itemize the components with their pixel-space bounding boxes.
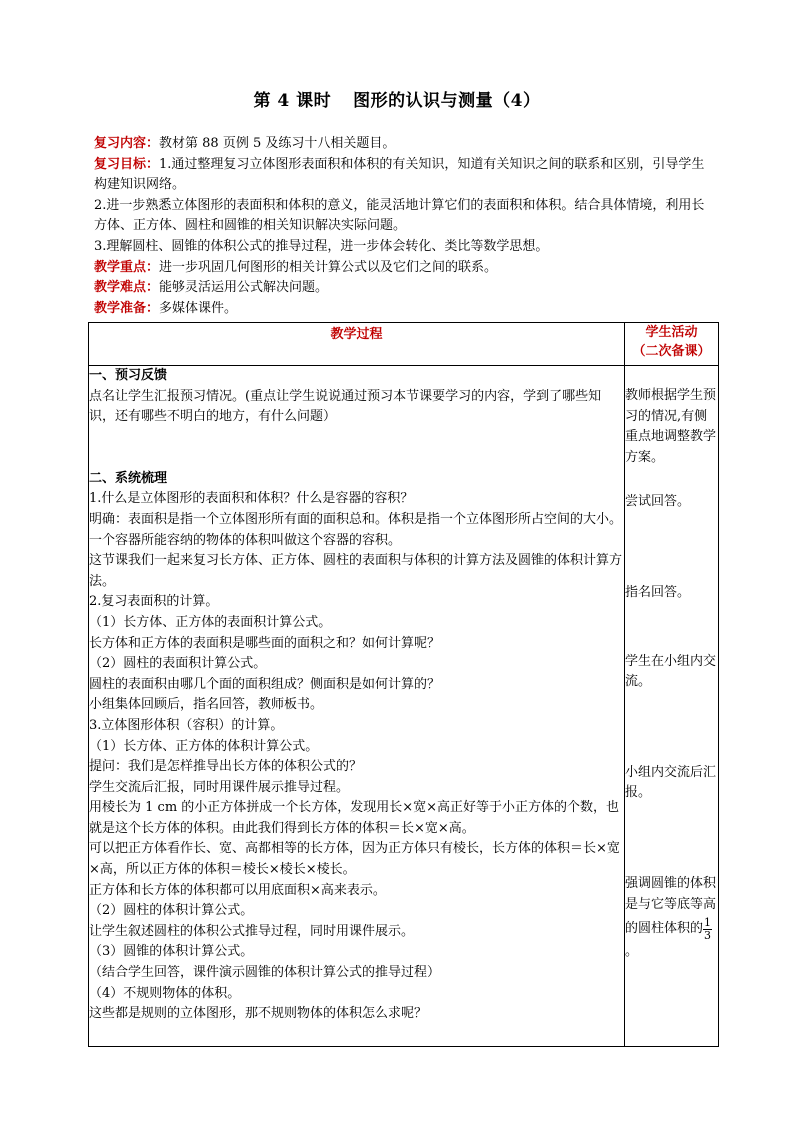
table-header-row <box>89 323 719 366</box>
paragraph: 可以把正方体看作长、宽、高都相等的长方体，因为正方体只有棱长，长方体的体积＝长×宽×高，所以正方体的体积＝棱长×棱长×棱长。 <box>89 841 620 878</box>
paragraph: 这些都是规则的立体图形，那不规则物体的体积怎么求呢？ <box>89 1006 428 1022</box>
review-content-label: 复习内容： <box>94 136 160 151</box>
spacer <box>625 804 718 874</box>
paragraph: 2.复习表面积的计算。 <box>89 594 219 610</box>
spacer <box>625 468 718 492</box>
review-goal: 复习目标：1.通过整理复习立体图形表面积和体积的有关知识，知道有关知识之间的联系和区别，引导学生构建知识网络。 <box>94 156 705 193</box>
preparation-label: 教学准备： <box>94 300 160 316</box>
paragraph: 点名让学生汇报预习情况。(重点让学生说说通过预习本节课要学习的内容，学到了哪些知识，还有哪些不明白的地方，有什么问题） <box>89 388 602 425</box>
spacer <box>625 604 718 652</box>
activity-note: 指名回答。 <box>625 584 691 600</box>
lesson-intro <box>94 134 716 319</box>
page-title <box>0 86 794 111</box>
activity-note: 强调圆锥的体积是与它等底等高的圆柱体积的 $\frac{1}{3}$ 。 <box>625 875 717 960</box>
review-goal-label: 复习目标： <box>94 156 160 172</box>
table-body-row <box>89 366 719 1047</box>
difficulty-label: 教学难点： <box>94 280 160 296</box>
paragraph: 正方体和长方体的体积都可以用底面积×高来表示。 <box>89 882 386 898</box>
teaching-table <box>88 322 719 1047</box>
review-goal-2: 2.进一步熟悉立体图形的表面积和体积的意义，能灵活地计算它们的表面积和体积。结合具体情境，利用长方体、正方体、圆柱和圆锥的相关知识解决实际问题。 <box>94 197 705 234</box>
spacer <box>625 693 718 763</box>
activity-note: 小组内交流后汇报。 <box>625 764 717 801</box>
review-goal-3: 3.理解圆柱、圆锥的体积公式的推导过程，进一步体会转化、类比等数学思想。 <box>94 238 549 254</box>
spacer <box>89 428 624 469</box>
header-student-activity: 学生活动 （二次备课） <box>625 323 719 366</box>
paragraph: 3.立体图形体积（容积）的计算。 <box>89 717 284 733</box>
section-heading: 一、预习反馈 <box>89 368 168 383</box>
paragraph: 让学生叙述圆柱的体积公式推导过程，同时用课件展示。 <box>89 923 415 939</box>
spacer <box>625 513 718 583</box>
process-cell <box>89 366 625 1047</box>
activity-note: 教师根据学生预习的情况,有侧重点地调整教学方案。 <box>625 388 717 465</box>
paragraph: 1.什么是立体图形的表面积和体积？什么是容器的容积？ <box>89 491 414 507</box>
paragraph: （1）长方体、正方体的表面积计算公式。 <box>89 614 332 630</box>
activity-cell <box>625 366 719 1047</box>
section-heading: 二、系统梳理 <box>89 470 168 486</box>
paragraph: 小组集体回顾后，指名回答，教师板书。 <box>89 697 324 713</box>
paragraph: 学生交流后汇报，同时用课件展示推导过程。 <box>89 779 350 795</box>
activity-note: 尝试回答。 <box>625 494 691 510</box>
paragraph: 圆柱的表面积由哪几个面的面积组成？侧面积是如何计算的？ <box>89 676 441 692</box>
paragraph: 这节课我们一起来复习长方体、正方体、圆柱的表面积与体积的计算方法及圆锥的体积计算方法。 <box>89 553 623 589</box>
paragraph: （4）不规则物体的体积。 <box>89 985 241 1001</box>
lesson-number: 第 4 课时 <box>253 91 332 111</box>
paragraph: （结合学生回答，课件演示圆锥的体积计算公式的推导过程） <box>89 965 441 981</box>
activity-note: 学生在小组内交流。 <box>625 653 717 690</box>
review-content: 复习内容：教材第 88 页例 5 及练习十八相关题目。 <box>94 136 396 151</box>
lesson-topic: 图形的认识与测量（4） <box>353 91 541 111</box>
preparation: 教学准备：多媒体课件。 <box>94 300 238 316</box>
paragraph: （3）圆锥的体积计算公式。 <box>89 944 254 960</box>
paragraph: 长方体和正方体的表面积是哪些面的面积之和？如何计算呢？ <box>89 635 441 651</box>
key-point: 教学重点：进一步巩固几何图形的相关计算公式以及它们之间的联系。 <box>94 259 498 275</box>
difficulty: 教学难点：能够灵活运用公式解决问题。 <box>94 280 329 296</box>
key-point-label: 教学重点： <box>94 259 160 275</box>
paragraph: 提问：我们是怎样推导出长方体的体积公式的？ <box>89 759 363 775</box>
paragraph: （2）圆柱的表面积计算公式。 <box>89 656 267 672</box>
header-teaching-process: 教学过程 <box>89 323 625 366</box>
paragraph: 明确：表面积是指一个立体图形所有面的面积总和。体积是指一个立体图形所占空间的大小。一个容器所能容纳的物体的体积叫做这个容器的容积。 <box>89 511 623 548</box>
spacer <box>625 366 718 386</box>
paragraph: （1）长方体、正方体的体积计算公式。 <box>89 738 319 754</box>
paragraph: （2）圆柱的体积计算公式。 <box>89 903 254 919</box>
fraction-one-third: $\frac{1}{3}$ <box>704 916 712 943</box>
paragraph: 用棱长为 1 cm 的小正方体拼成一个长方体，发现用长×宽×高正好等于小正方体的个数，也就是这个长方体的体积。由此我们得到长方体的体积＝长×宽×高。 <box>89 800 620 836</box>
